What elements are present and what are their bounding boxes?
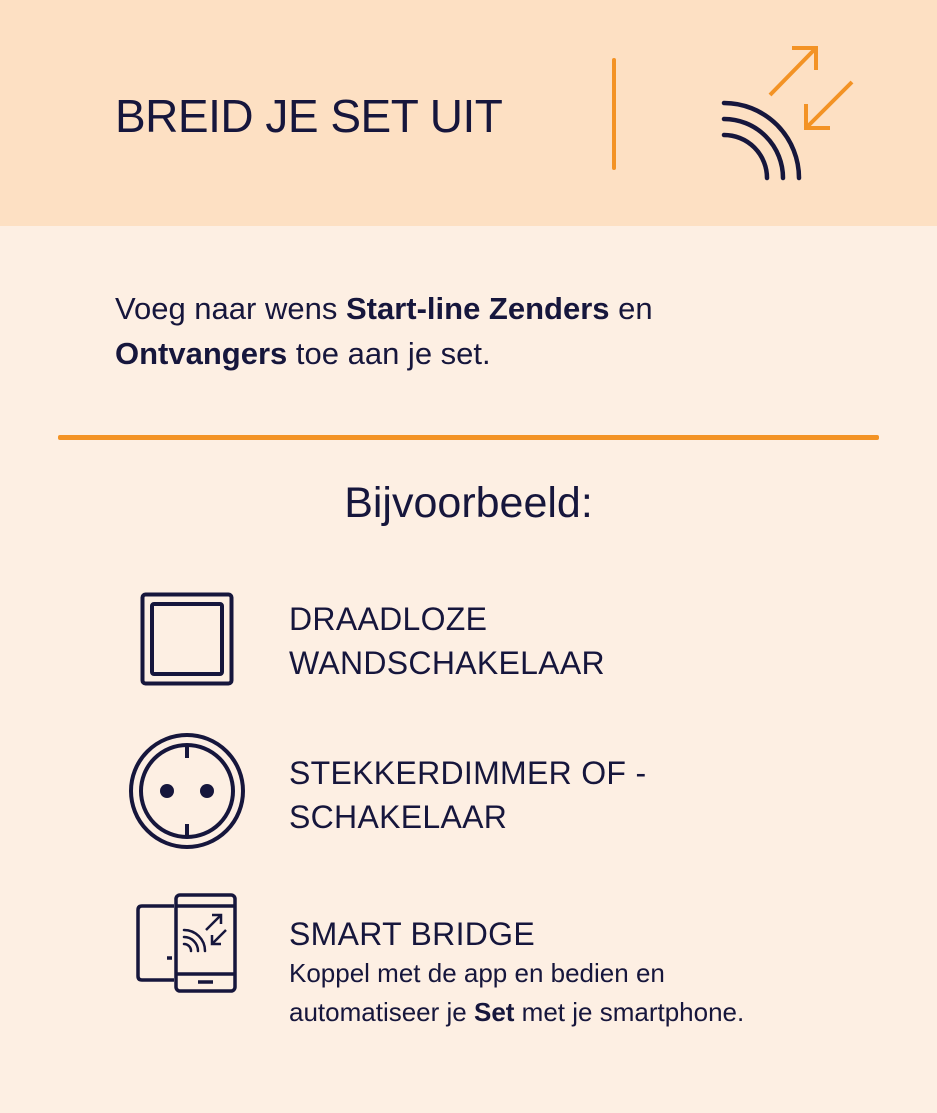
header-divider (612, 58, 616, 170)
wall-switch-label-line2: WANDSCHAKELAAR (289, 645, 605, 681)
smart-bridge-title: SMART BRIDGE (289, 916, 536, 952)
plug-socket-icon (128, 732, 246, 850)
wall-switch-label-line1: DRAADLOZE (289, 601, 488, 637)
smart-bridge-desc-part: met je smartphone. (514, 997, 745, 1027)
intro-highlight-zenders: Start-line Zenders (345, 291, 610, 326)
examples-heading: Bijvoorbeeld: (344, 479, 593, 527)
header-banner (0, 0, 937, 226)
wall-switch-label (289, 597, 605, 685)
smart-bridge-icon (136, 892, 240, 994)
intro-text-part: en (609, 291, 653, 326)
section-divider (58, 435, 879, 440)
intro-text-part: Voeg naar wens (115, 291, 346, 326)
plug-dimmer-label-line2: SCHAKELAAR (289, 799, 508, 835)
plug-dimmer-label (289, 751, 646, 839)
wall-switch-icon (140, 592, 234, 686)
intro-highlight-ontvangers: Ontvangers (115, 336, 288, 371)
smart-bridge-desc-line1: Koppel met de app en bedien en (289, 958, 665, 988)
plug-dimmer-label-line1: STEKKERDIMMER OF - (289, 755, 647, 791)
smart-bridge-desc-highlight: Set (473, 997, 515, 1027)
signal-exchange-icon (712, 40, 862, 190)
smart-bridge-description (289, 954, 909, 1032)
intro-text (115, 286, 875, 376)
page-title: BREID JE SET UIT (115, 90, 503, 142)
intro-text-part: toe aan je set. (287, 336, 491, 371)
smart-bridge-desc-part: automatiseer je (289, 997, 474, 1027)
